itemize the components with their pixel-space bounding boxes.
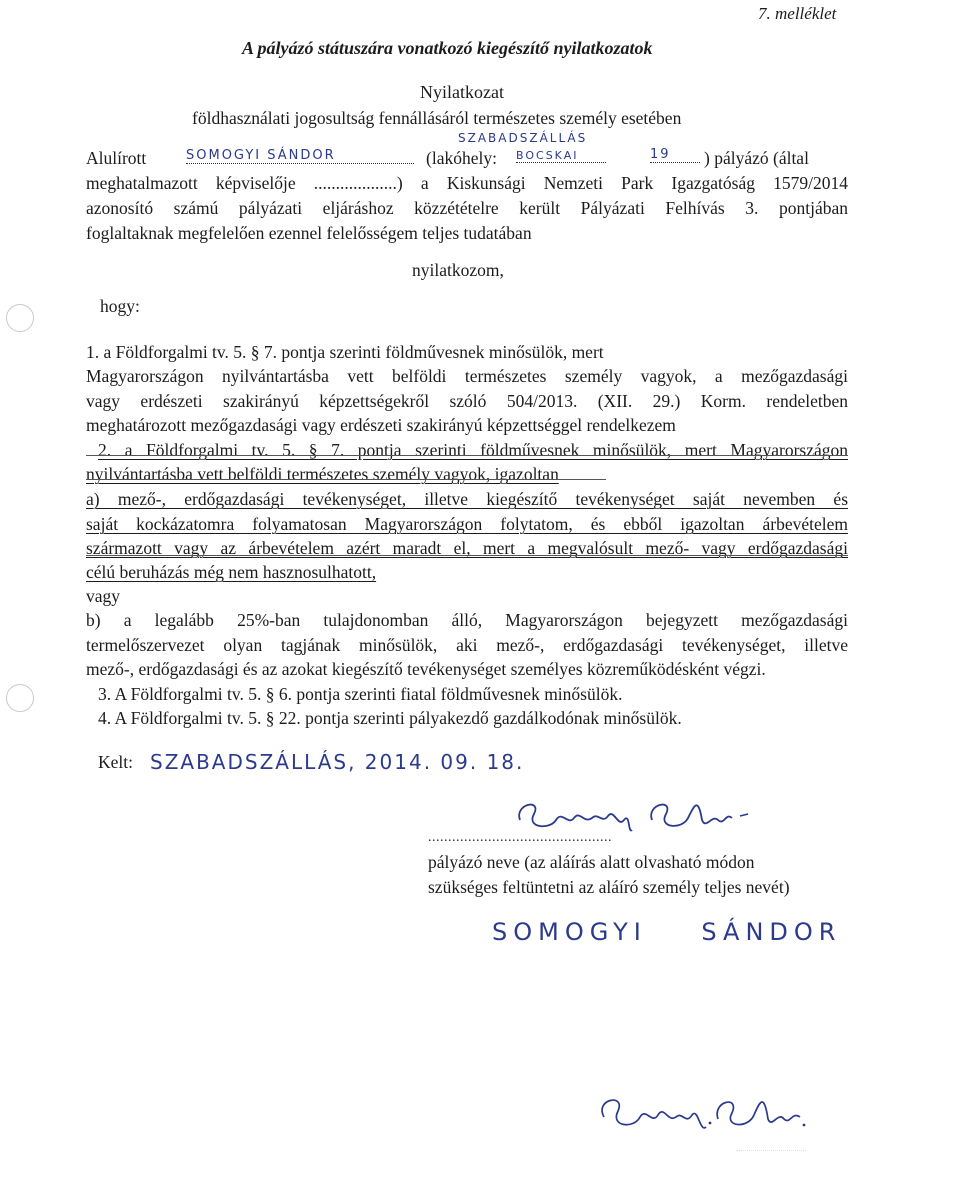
item-1-line-4: meghatározott mezőgazdasági vagy erdészeti szakirányú képzettséggel rendelkezem bbox=[86, 415, 676, 435]
intro-label: Alulírott bbox=[86, 148, 147, 168]
item-2b-line-1: b) a legalább 25%-ban tulajdonomban álló, Magyarországon bejegyzett mezőgazdasági bbox=[86, 610, 848, 630]
declare-word: nyilatkozom, bbox=[412, 260, 504, 280]
hogy-label: hogy: bbox=[100, 296, 140, 316]
document-title: A pályázó státuszára vonatkozó kiegészítő nyilatkozatok bbox=[242, 38, 653, 58]
item-2a-line-4: célú beruházás még nem hasznosulhatott, bbox=[86, 562, 377, 582]
item-3: 3. A Földforgalmi tv. 5. § 6. pontja szerinti fiatal földművesnek minősülök. bbox=[98, 684, 623, 704]
punch-hole-top bbox=[6, 304, 34, 332]
item-1-line-2: Magyarországon nyilvántartásba vett belföldi természetes személy vagyok, a mezőgazdasági bbox=[86, 366, 848, 386]
declaration-subheading: földhasználati jogosultság fennállásáról természetes személy esetében bbox=[192, 108, 682, 128]
applicant-text: ) pályázó (által bbox=[704, 148, 809, 168]
handwritten-printed-name: SOMOGYI SÁNDOR bbox=[492, 918, 842, 946]
faint-stamp-mark bbox=[736, 1150, 806, 1163]
strike-line-1 bbox=[86, 455, 848, 456]
annex-label: 7. melléklet bbox=[758, 4, 837, 23]
signature-caption-2: szükséges feltüntetni az aláíró személy teljes nevét) bbox=[428, 877, 790, 897]
kelt-label: Kelt: bbox=[98, 752, 133, 772]
item-2a-line-2: saját kockázatomra folyamatosan Magyarországon folytatom, és ebből igazoltan árbevételem bbox=[86, 514, 848, 534]
item-4: 4. A Földforgalmi tv. 5. § 22. pontja szerinti pályakezdő gazdálkodónak minősülök. bbox=[98, 708, 682, 728]
signature-bottom bbox=[594, 1085, 814, 1150]
item-2b-line-2: termelőszervezet olyan tagjának minősülök, aki mező-, erdőgazdasági tevékenységet, illetve bbox=[86, 635, 848, 655]
item-1-line-1: 1. a Földforgalmi tv. 5. § 7. pontja szerinti földművesnek minősülök, mert bbox=[86, 342, 604, 362]
punch-hole-bottom bbox=[6, 684, 34, 712]
residence-label: (lakóhely: bbox=[426, 148, 497, 168]
item-2-line-2: nyilvántartásba vett belföldi természetes személy vagyok, igazoltan bbox=[86, 464, 559, 484]
handwritten-residence-field: BOCSKAI bbox=[516, 149, 606, 163]
declaration-line-3: azonosító számú pályázati eljáráshoz közzétételre került Pályázati Felhívás 3. pontjában bbox=[86, 198, 848, 218]
strike-line-2 bbox=[86, 479, 606, 480]
handwritten-house-number: 19 bbox=[650, 147, 700, 163]
declaration-line-4: foglaltaknak megfelelően ezennel felelősségem teljes tudatában bbox=[86, 223, 532, 243]
item-2-line-1: 2. a Földforgalmi tv. 5. § 7. pontja szerinti földművesnek minősülök, mert Magyarországon bbox=[98, 440, 848, 460]
strike-line-3 bbox=[86, 555, 848, 556]
handwritten-name-field: SOMOGYI SÁNDOR bbox=[186, 148, 414, 164]
handwritten-place-date: SZABADSZÁLLÁS, 2014. 09. 18. bbox=[150, 750, 525, 774]
signature-bottom-stroke bbox=[594, 1085, 814, 1145]
declaration-heading: Nyilatkozat bbox=[420, 82, 504, 102]
item-1-line-3: vagy erdészeti szakirányú képzettségekről szóló 504/2013. (XII. 29.) Korm. rendeletben bbox=[86, 391, 848, 411]
declaration-line-2: meghatalmazott képviselője ...................) a Kiskunsági Nemzeti Park Igazgatóság 1579/2014 bbox=[86, 173, 848, 193]
signature-caption-1: pályázó neve (az aláírás alatt olvasható módon bbox=[428, 852, 755, 872]
handwritten-town-above: SZABADSZÁLLÁS bbox=[458, 131, 588, 145]
item-2a-line-3: származott vagy az árbevételem azért maradt el, mert a megvalósult mező- vagy erdőgazdasági bbox=[86, 538, 848, 558]
signature-dots: .............................................. bbox=[428, 830, 612, 845]
item-2a-line-1: a) mező-, erdőgazdasági tevékenységet, illetve kiegészítő tevékenységet saját nevemben és bbox=[86, 489, 848, 509]
or-word: vagy bbox=[86, 586, 121, 606]
item-2b-line-3: mező-, erdőgazdasági és az azokat kiegészítő tevékenységet személyes közreműködésként végzi. bbox=[86, 659, 766, 679]
